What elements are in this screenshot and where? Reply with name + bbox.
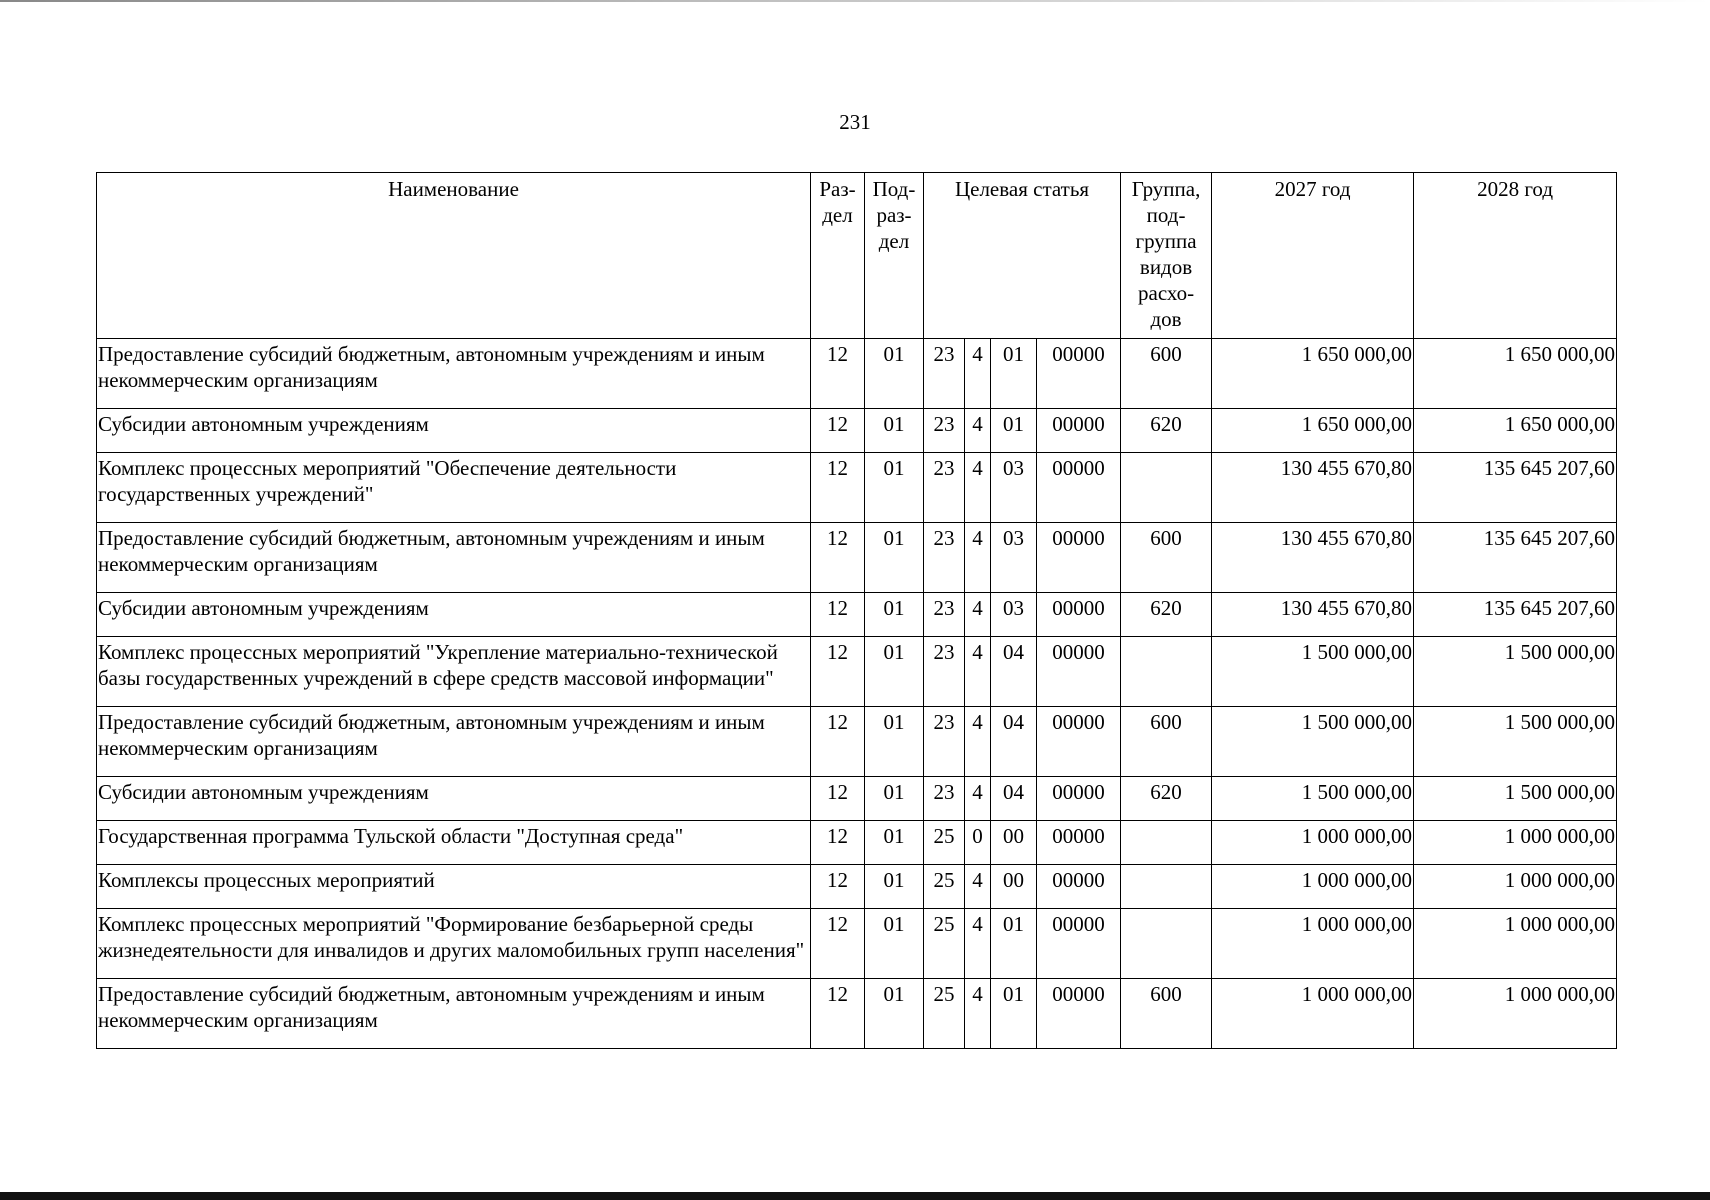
cell-expense-group — [1121, 453, 1212, 523]
cell-target-type: 4 — [965, 523, 991, 593]
header-year-2028: 2028 год — [1414, 173, 1617, 339]
header-year-2027: 2027 год — [1212, 173, 1414, 339]
cell-target-program: 25 — [924, 909, 965, 979]
cell-name: Комплекс процессных мероприятий "Укрепление материально-технической базы государственных учреждений в сфере средств массовой информации" — [97, 637, 811, 707]
table-row — [97, 409, 1617, 453]
cell-podrazdel: 01 — [865, 453, 924, 523]
table-row — [97, 865, 1617, 909]
header-expense-group: Группа, под- группа видов расхо- дов — [1121, 173, 1212, 339]
cell-podrazdel: 01 — [865, 909, 924, 979]
cell-amount-2027: 1 500 000,00 — [1212, 707, 1414, 777]
cell-amount-2028: 1 500 000,00 — [1414, 707, 1617, 777]
cell-name: Предоставление субсидий бюджетным, автономным учреждениям и иным некоммерческим организациям — [97, 523, 811, 593]
cell-amount-2028: 1 000 000,00 — [1414, 909, 1617, 979]
cell-target-type: 4 — [965, 339, 991, 409]
cell-expense-group: 600 — [1121, 339, 1212, 409]
cell-target-direction: 00000 — [1037, 909, 1121, 979]
scan-edge-top — [0, 0, 1710, 2]
cell-target-direction: 00000 — [1037, 821, 1121, 865]
cell-target-subprogram: 03 — [991, 593, 1037, 637]
cell-podrazdel: 01 — [865, 979, 924, 1049]
cell-podrazdel: 01 — [865, 821, 924, 865]
cell-target-subprogram: 03 — [991, 523, 1037, 593]
page-number: 231 — [839, 110, 871, 134]
cell-podrazdel: 01 — [865, 865, 924, 909]
cell-expense-group: 620 — [1121, 777, 1212, 821]
cell-target-type: 4 — [965, 909, 991, 979]
cell-target-program: 23 — [924, 637, 965, 707]
cell-target-subprogram: 01 — [991, 409, 1037, 453]
cell-target-type: 4 — [965, 593, 991, 637]
cell-target-type: 0 — [965, 821, 991, 865]
cell-name: Предоставление субсидий бюджетным, автономным учреждениям и иным некоммерческим организациям — [97, 979, 811, 1049]
cell-target-type: 4 — [965, 409, 991, 453]
header-row — [97, 173, 1617, 339]
cell-target-direction: 00000 — [1037, 707, 1121, 777]
cell-amount-2028: 135 645 207,60 — [1414, 453, 1617, 523]
table-row — [97, 909, 1617, 979]
cell-target-direction: 00000 — [1037, 523, 1121, 593]
cell-target-subprogram: 03 — [991, 453, 1037, 523]
cell-target-subprogram: 01 — [991, 979, 1037, 1049]
cell-amount-2027: 1 650 000,00 — [1212, 409, 1414, 453]
cell-target-direction: 00000 — [1037, 593, 1121, 637]
cell-amount-2027: 130 455 670,80 — [1212, 453, 1414, 523]
cell-target-program: 23 — [924, 409, 965, 453]
cell-razdel: 12 — [811, 707, 865, 777]
cell-target-type: 4 — [965, 865, 991, 909]
cell-name: Субсидии автономным учреждениям — [97, 409, 811, 453]
cell-amount-2027: 1 500 000,00 — [1212, 777, 1414, 821]
cell-expense-group — [1121, 909, 1212, 979]
cell-razdel: 12 — [811, 865, 865, 909]
cell-target-direction: 00000 — [1037, 637, 1121, 707]
cell-razdel: 12 — [811, 339, 865, 409]
header-podrazdel: Под- раз- дел — [865, 173, 924, 339]
cell-name: Субсидии автономным учреждениям — [97, 777, 811, 821]
cell-target-type: 4 — [965, 637, 991, 707]
cell-expense-group — [1121, 637, 1212, 707]
cell-name: Государственная программа Тульской области "Доступная среда" — [97, 821, 811, 865]
cell-podrazdel: 01 — [865, 777, 924, 821]
cell-amount-2028: 1 500 000,00 — [1414, 777, 1617, 821]
cell-expense-group: 600 — [1121, 979, 1212, 1049]
cell-amount-2027: 1 000 000,00 — [1212, 979, 1414, 1049]
cell-amount-2027: 130 455 670,80 — [1212, 593, 1414, 637]
scan-edge-bottom — [0, 1192, 1710, 1200]
cell-razdel: 12 — [811, 523, 865, 593]
cell-target-program: 23 — [924, 339, 965, 409]
cell-target-subprogram: 04 — [991, 707, 1037, 777]
cell-expense-group: 600 — [1121, 523, 1212, 593]
cell-amount-2028: 1 000 000,00 — [1414, 821, 1617, 865]
cell-expense-group — [1121, 821, 1212, 865]
cell-target-direction: 00000 — [1037, 865, 1121, 909]
cell-target-type: 4 — [965, 707, 991, 777]
cell-amount-2027: 130 455 670,80 — [1212, 523, 1414, 593]
table-row — [97, 339, 1617, 409]
table-row — [97, 821, 1617, 865]
cell-target-program: 23 — [924, 707, 965, 777]
cell-target-type: 4 — [965, 777, 991, 821]
cell-podrazdel: 01 — [865, 339, 924, 409]
cell-target-direction: 00000 — [1037, 453, 1121, 523]
cell-target-subprogram: 01 — [991, 339, 1037, 409]
cell-razdel: 12 — [811, 409, 865, 453]
header-name: Наименование — [97, 173, 811, 339]
table-row — [97, 453, 1617, 523]
cell-razdel: 12 — [811, 821, 865, 865]
cell-target-program: 25 — [924, 865, 965, 909]
cell-razdel: 12 — [811, 453, 865, 523]
cell-podrazdel: 01 — [865, 707, 924, 777]
cell-expense-group — [1121, 865, 1212, 909]
cell-name: Комплексы процессных мероприятий — [97, 865, 811, 909]
cell-amount-2028: 135 645 207,60 — [1414, 523, 1617, 593]
header-razdel: Раз- дел — [811, 173, 865, 339]
table-row — [97, 523, 1617, 593]
table-row — [97, 593, 1617, 637]
cell-amount-2027: 1 500 000,00 — [1212, 637, 1414, 707]
budget-table — [96, 172, 1617, 1049]
cell-razdel: 12 — [811, 637, 865, 707]
cell-amount-2028: 1 500 000,00 — [1414, 637, 1617, 707]
cell-razdel: 12 — [811, 593, 865, 637]
cell-amount-2027: 1 650 000,00 — [1212, 339, 1414, 409]
table-row — [97, 979, 1617, 1049]
cell-target-subprogram: 00 — [991, 821, 1037, 865]
table-body — [97, 339, 1617, 1049]
cell-target-subprogram: 04 — [991, 777, 1037, 821]
cell-podrazdel: 01 — [865, 409, 924, 453]
cell-amount-2028: 1 000 000,00 — [1414, 865, 1617, 909]
cell-amount-2027: 1 000 000,00 — [1212, 865, 1414, 909]
cell-target-program: 23 — [924, 593, 965, 637]
cell-razdel: 12 — [811, 777, 865, 821]
cell-podrazdel: 01 — [865, 523, 924, 593]
table-row — [97, 637, 1617, 707]
cell-amount-2028: 135 645 207,60 — [1414, 593, 1617, 637]
cell-expense-group: 620 — [1121, 409, 1212, 453]
header-target-article: Целевая статья — [924, 173, 1121, 339]
cell-podrazdel: 01 — [865, 593, 924, 637]
cell-target-subprogram: 01 — [991, 909, 1037, 979]
cell-amount-2028: 1 650 000,00 — [1414, 409, 1617, 453]
cell-amount-2027: 1 000 000,00 — [1212, 909, 1414, 979]
cell-name: Комплекс процессных мероприятий "Обеспечение деятельности государственных учреждений" — [97, 453, 811, 523]
cell-razdel: 12 — [811, 909, 865, 979]
cell-razdel: 12 — [811, 979, 865, 1049]
cell-target-subprogram: 00 — [991, 865, 1037, 909]
table-row — [97, 777, 1617, 821]
cell-amount-2028: 1 000 000,00 — [1414, 979, 1617, 1049]
cell-name: Предоставление субсидий бюджетным, автономным учреждениям и иным некоммерческим организациям — [97, 707, 811, 777]
cell-target-type: 4 — [965, 979, 991, 1049]
cell-expense-group: 620 — [1121, 593, 1212, 637]
cell-target-direction: 00000 — [1037, 777, 1121, 821]
cell-target-program: 23 — [924, 453, 965, 523]
cell-target-program: 23 — [924, 523, 965, 593]
cell-target-program: 23 — [924, 777, 965, 821]
cell-amount-2028: 1 650 000,00 — [1414, 339, 1617, 409]
cell-target-direction: 00000 — [1037, 339, 1121, 409]
cell-target-subprogram: 04 — [991, 637, 1037, 707]
table-row — [97, 707, 1617, 777]
cell-target-direction: 00000 — [1037, 409, 1121, 453]
cell-name: Субсидии автономным учреждениям — [97, 593, 811, 637]
cell-podrazdel: 01 — [865, 637, 924, 707]
cell-target-type: 4 — [965, 453, 991, 523]
cell-name: Комплекс процессных мероприятий "Формирование безбарьерной среды жизнедеятельности для инвалидов и других маломобильных групп населения" — [97, 909, 811, 979]
cell-expense-group: 600 — [1121, 707, 1212, 777]
cell-target-program: 25 — [924, 979, 965, 1049]
cell-name: Предоставление субсидий бюджетным, автономным учреждениям и иным некоммерческим организациям — [97, 339, 811, 409]
cell-target-direction: 00000 — [1037, 979, 1121, 1049]
cell-amount-2027: 1 000 000,00 — [1212, 821, 1414, 865]
cell-target-program: 25 — [924, 821, 965, 865]
